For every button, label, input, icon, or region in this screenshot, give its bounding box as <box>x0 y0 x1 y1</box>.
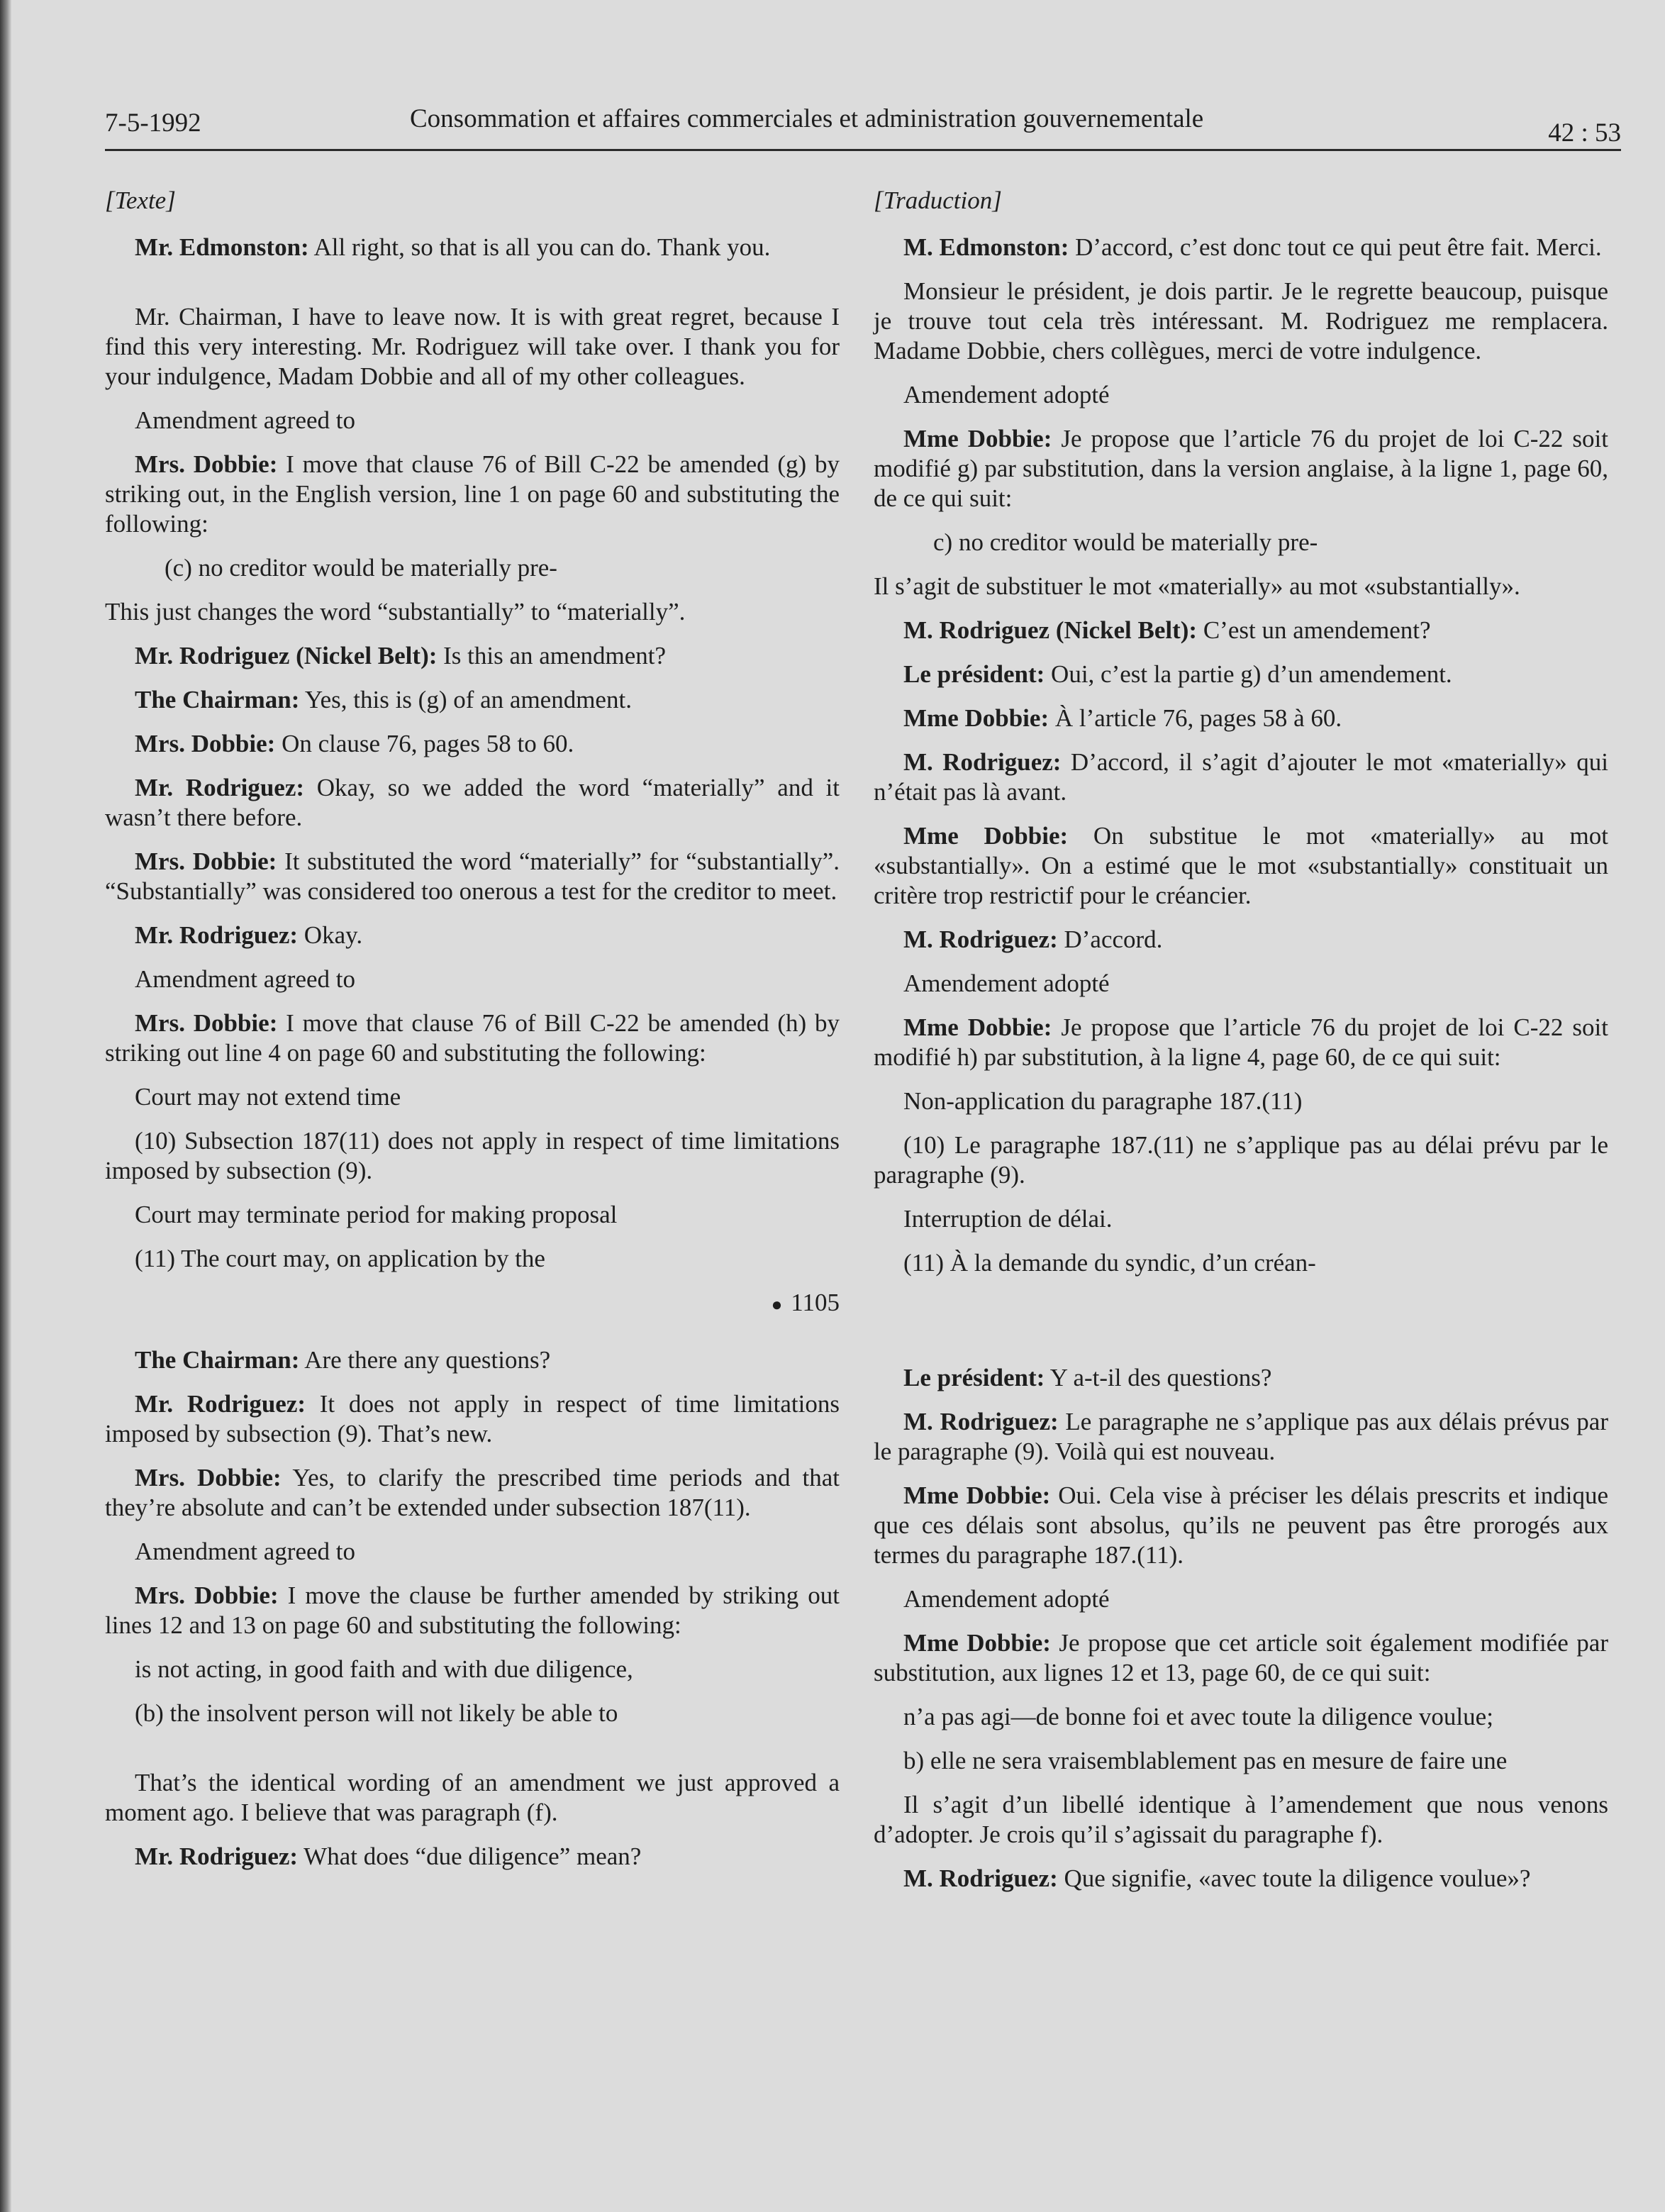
header-date: 7-5-1992 <box>105 109 201 138</box>
motion-result: Amendement adopté <box>903 969 1110 997</box>
speaker-name: Mme Dobbie: <box>903 425 1052 452</box>
speaker-name: Mr. Rodriguez: <box>135 1390 306 1418</box>
speech-text: Y a-t-il des questions? <box>1045 1364 1272 1391</box>
bill-heading: Interruption de délai. <box>903 1205 1113 1233</box>
paragraph <box>874 1013 1608 1072</box>
speech-text: What does “due diligence” mean? <box>298 1843 642 1870</box>
speaker-name: Le président: <box>903 660 1045 688</box>
speech-text: Je propose que cet article soit également modifiée par substitution, aux lignes 12 et 13, page 60, de ce qui suit: <box>874 1629 1608 1686</box>
paragraph <box>874 1628 1608 1688</box>
paragraph <box>105 847 840 906</box>
paragraph: This just changes the word “substantially” to “materially”. <box>105 598 686 626</box>
speaker-name: Mme Dobbie: <box>903 822 1069 850</box>
motion-result: Amendment agreed to <box>135 406 356 434</box>
paragraph-gap <box>105 277 840 302</box>
speech-text: Okay, so we added the word “materially” and it wasn’t there before. <box>105 774 840 831</box>
speech-text: C’est un amendement? <box>1197 616 1431 644</box>
paragraph <box>874 925 1608 955</box>
speech-text: Je propose que l’article 76 du projet de loi C-22 soit modifié g) par substitution, dans la version anglaise, à la ligne 1, page 60, de ce qui suit: <box>874 425 1608 512</box>
speech-text: D’accord, c’est donc tout ce qui peut être fait. Merci. <box>1069 233 1602 261</box>
speech-text: À l’article 76, pages 58 à 60. <box>1049 704 1342 732</box>
speech-text: Oui, c’est la partie g) d’un amendement. <box>1045 660 1452 688</box>
paragraph <box>105 1581 840 1640</box>
paragraph <box>874 704 1608 733</box>
speaker-name: Mrs. Dobbie: <box>135 1582 279 1609</box>
speech-text: Yes, this is (g) of an amendment. <box>299 686 632 713</box>
translation-marker: [Traduction] <box>874 187 1002 214</box>
speaker-name: Le président: <box>903 1364 1045 1391</box>
bill-text: c) no creditor would be materially pre- <box>933 528 1318 556</box>
speech-text: On clause 76, pages 58 to 60. <box>275 730 574 757</box>
speech-text: Oui. Cela vise à préciser les délais prescrits et indique que ces délais sont absolus, qu’ils ne peuvent pas être prorogés aux termes du paragraphe 187.(11). <box>874 1482 1608 1569</box>
speaker-name: Mrs. Dobbie: <box>135 847 277 875</box>
speaker-name: M. Rodriguez: <box>903 926 1058 953</box>
speech-text: Je propose que l’article 76 du projet de loi C-22 soit modifié h) par substitution, à la ligne 4, page 60, de ce qui suit: <box>874 1013 1608 1071</box>
speech-text: Okay. <box>298 921 363 949</box>
speech-text: On substitue le mot «materially» au mot «substantially». On a estimé que le mot «substantially» constituait un critère trop restrictif pour le créancier. <box>874 822 1608 909</box>
paragraph: Monsieur le président, je dois partir. Je le regrette beaucoup, puisque je trouve tout cela très intéressant. M. Rodriguez me remplacera. Madame Dobbie, chers collègues, merci de votre indulgence. <box>874 277 1608 365</box>
paragraph <box>105 1345 840 1375</box>
bill-text: (10) Le paragraphe 187.(11) ne s’applique pas au délai prévu par le paragraphe (9). <box>874 1131 1608 1189</box>
header-page-number: 42 : 53 <box>1548 118 1621 148</box>
paragraph: Il s’agit de substituer le mot «materially» au mot «substantially». <box>874 572 1520 600</box>
speech-text: Is this an amendment? <box>437 642 667 669</box>
paragraph-gap <box>105 1320 840 1345</box>
speaker-name: Mr. Rodriguez: <box>135 921 299 949</box>
paragraph <box>105 921 840 950</box>
speaker-name: Mme Dobbie: <box>903 1482 1051 1509</box>
motion-result: Amendement adopté <box>903 381 1110 409</box>
paragraph <box>874 821 1608 911</box>
paragraph <box>874 616 1608 645</box>
motion-result: Amendment agreed to <box>135 1538 356 1565</box>
bullet-icon: ● <box>771 1294 783 1315</box>
speaker-name: Mrs. Dobbie: <box>135 730 276 757</box>
paragraph <box>105 233 840 262</box>
speech-text: Are there any questions? <box>299 1346 551 1374</box>
bill-text: b) elle ne sera vraisemblablement pas en mesure de faire une <box>903 1747 1508 1774</box>
paragraph: Mr. Chairman, I have to leave now. It is with great regret, because I find this very interesting. Mr. Rodriguez will take over. I thank you for your indulgence, Madam Dobbie and all of my other colleagues. <box>105 303 840 390</box>
speaker-name: Mr. Rodriguez: <box>135 1843 299 1870</box>
speech-text: D’accord, il s’agit d’ajouter le mot «materially» qui n’était pas là avant. <box>874 748 1608 806</box>
speaker-name: Mme Dobbie: <box>903 1629 1051 1657</box>
speaker-name: Mme Dobbie: <box>903 1013 1052 1041</box>
speaker-name: M. Rodriguez: <box>903 748 1062 776</box>
paragraph-gap <box>105 1743 840 1768</box>
bill-text: (c) no creditor would be materially pre- <box>165 554 557 582</box>
paragraph <box>105 729 840 759</box>
speaker-name: Mme Dobbie: <box>903 704 1049 732</box>
paragraph <box>874 660 1608 689</box>
paragraph <box>105 1389 840 1449</box>
bill-text: (b) the insolvent person will not likely be able to <box>135 1699 618 1727</box>
speaker-name: Mr. Edmonston: <box>135 233 309 261</box>
text-marker: [Texte] <box>105 187 176 214</box>
speech-text: It substituted the word “materially” for “substantially”. “Substantially” was considered too onerous a test for the creditor to meet. <box>105 847 840 905</box>
paragraph <box>874 1481 1608 1570</box>
motion-result: Amendment agreed to <box>135 965 356 993</box>
speaker-name: Mr. Rodriguez: <box>135 774 305 801</box>
speech-text: I move the clause be further amended by striking out lines 12 and 13 on page 60 and substituting the following: <box>105 1582 840 1639</box>
paragraph <box>874 424 1608 513</box>
english-column <box>105 186 840 1886</box>
bill-text: (11) À la demande du syndic, d’un créan- <box>903 1249 1316 1277</box>
speaker-name: The Chairman: <box>135 1346 300 1374</box>
speech-text: D’accord. <box>1057 926 1163 953</box>
speaker-name: M. Rodriguez (Nickel Belt): <box>903 616 1198 644</box>
page-header <box>105 99 1621 151</box>
speaker-name: Mrs. Dobbie: <box>135 1464 282 1491</box>
speaker-name: Mr. Rodriguez (Nickel Belt): <box>135 642 438 669</box>
paragraph <box>105 1842 840 1872</box>
page-edge-shadow <box>0 0 11 2212</box>
paragraph <box>874 1407 1608 1467</box>
paragraph <box>105 685 840 715</box>
speech-text: It does not apply in respect of time limitations imposed by subsection (9). That’s new. <box>105 1390 840 1447</box>
bill-text: n’a pas agi—de bonne foi et avec toute la diligence voulue; <box>903 1703 1493 1730</box>
paragraph: That’s the identical wording of an amendment we just approved a moment ago. I believe that was paragraph (f). <box>105 1769 840 1826</box>
speech-text: I move that clause 76 of Bill C-22 be amended (g) by striking out, in the English version, line 1 on page 60 and substituting the following: <box>105 450 840 538</box>
speech-text: Le paragraphe ne s’applique pas aux délais prévus par le paragraphe (9). Voilà qui est nouveau. <box>874 1408 1608 1465</box>
bill-heading: Non-application du paragraphe 187.(11) <box>903 1087 1303 1115</box>
speech-text: Yes, to clarify the prescribed time periods and that they’re absolute and can’t be extended under subsection 187(11). <box>105 1464 840 1521</box>
paragraph <box>105 773 840 833</box>
speaker-name: M. Rodriguez: <box>903 1864 1058 1892</box>
bill-heading: Court may not extend time <box>135 1083 401 1111</box>
paragraph <box>105 1463 840 1523</box>
paragraph-gap <box>874 1292 1608 1363</box>
speech-text: I move that clause 76 of Bill C-22 be amended (h) by striking out line 4 on page 60 and substituting the following: <box>105 1009 840 1067</box>
paragraph <box>874 1363 1608 1393</box>
paragraph <box>874 233 1608 262</box>
bill-heading: Court may terminate period for making proposal <box>135 1201 618 1228</box>
speaker-name: M. Edmonston: <box>903 233 1069 261</box>
speaker-name: The Chairman: <box>135 686 300 713</box>
bill-text: (10) Subsection 187(11) does not apply in respect of time limitations imposed by subsection (9). <box>105 1127 840 1184</box>
speech-text: All right, so that is all you can do. Thank you. <box>308 233 771 261</box>
bill-text: (11) The court may, on application by the <box>135 1245 545 1272</box>
paragraph <box>105 1008 840 1068</box>
header-title: Consommation et affaires commerciales et administration gouvernementale <box>410 104 1204 133</box>
paragraph: Il s’agit d’un libellé identique à l’amendement que nous venons d’adopter. Je crois qu’il s’agissait du paragraphe f). <box>874 1791 1608 1848</box>
speaker-name: Mrs. Dobbie: <box>135 1009 278 1037</box>
paragraph <box>105 450 840 539</box>
paragraph <box>874 747 1608 807</box>
paragraph <box>105 641 840 671</box>
speech-text: Que signifie, «avec toute la diligence voulue»? <box>1057 1864 1531 1892</box>
speaker-name: Mrs. Dobbie: <box>135 450 278 478</box>
french-column <box>874 186 1608 1908</box>
time-marker <box>105 1288 840 1320</box>
time-stamp: 1105 <box>791 1289 840 1316</box>
paragraph <box>874 1864 1608 1894</box>
bill-text: is not acting, in good faith and with due diligence, <box>135 1655 633 1683</box>
speaker-name: M. Rodriguez: <box>903 1408 1059 1435</box>
motion-result: Amendement adopté <box>903 1585 1110 1613</box>
